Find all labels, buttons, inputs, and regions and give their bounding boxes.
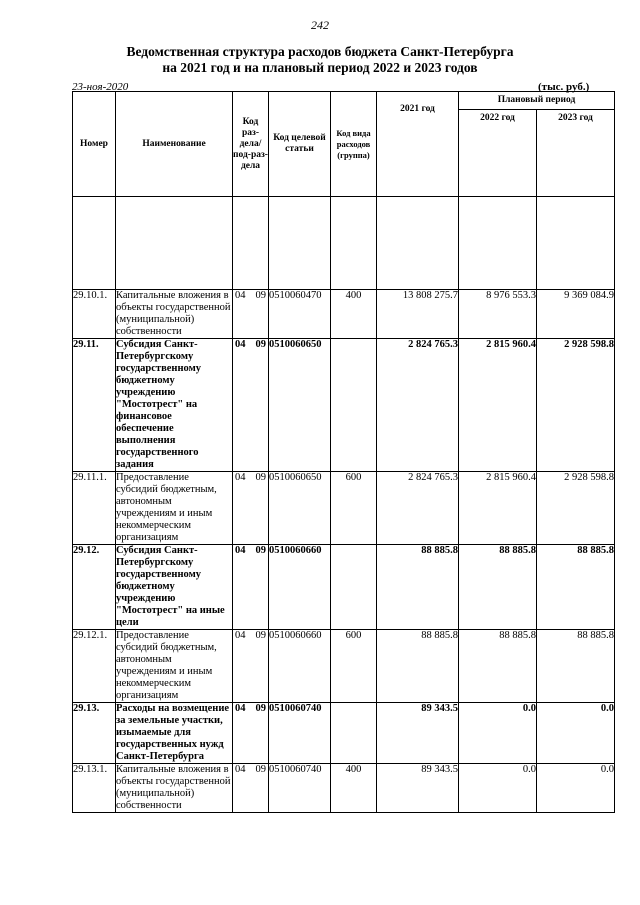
row-section: 04 (235, 339, 246, 350)
table-row (73, 764, 615, 813)
page-number: 242 (311, 18, 329, 32)
row-number: 29.12.1. (73, 630, 116, 703)
table-row (73, 472, 615, 545)
header-year-2022: 2022 год (459, 110, 537, 197)
row-kind-code: 400 (331, 290, 377, 339)
title-line-2: на 2021 год и на плановый период 2022 и 2023 годов (162, 60, 478, 75)
header-kind-code: Код вида расходов (группа) (331, 92, 377, 197)
header-plan-period: Плановый период (459, 92, 615, 110)
row-target-code: 0510060660 (269, 545, 331, 630)
row-name: Субсидия Санкт-Петербургскому государственному бюджетному учреждению "Мостотрест" на иные цели (116, 545, 233, 630)
row-amount-2023: 9 369 084.9 (537, 290, 615, 339)
row-amount-2021: 88 885.8 (377, 630, 459, 703)
document-title (0, 44, 640, 76)
row-name: Предоставление субсидий бюджетным, автономным учреждениям и иным некоммерческим организациям (116, 472, 233, 545)
row-section-code (233, 630, 269, 703)
row-number: 29.13. (73, 703, 116, 764)
row-amount-2022: 8 976 553.3 (459, 290, 537, 339)
row-section-code (233, 290, 269, 339)
row-amount-2023: 2 928 598.8 (537, 339, 615, 472)
row-target-code: 0510060740 (269, 764, 331, 813)
header-year-2023: 2023 год (537, 110, 615, 197)
row-section-code (233, 545, 269, 630)
row-amount-2021: 13 808 275.7 (377, 290, 459, 339)
row-number: 29.11.1. (73, 472, 116, 545)
row-subsection: 09 (255, 545, 266, 556)
row-kind-code (331, 545, 377, 630)
row-amount-2022: 0.0 (459, 764, 537, 813)
row-subsection: 09 (255, 339, 266, 350)
row-amount-2023: 0.0 (537, 764, 615, 813)
row-amount-2021: 88 885.8 (377, 545, 459, 630)
header-name: Наименование (116, 92, 233, 197)
header-spacer-row (73, 197, 615, 290)
table-row (73, 545, 615, 630)
row-section: 04 (235, 703, 246, 714)
row-kind-code (331, 339, 377, 472)
table-row (73, 339, 615, 472)
row-amount-2021: 89 343.5 (377, 764, 459, 813)
row-amount-2022: 88 885.8 (459, 630, 537, 703)
row-amount-2022: 88 885.8 (459, 545, 537, 630)
row-kind-code (331, 703, 377, 764)
header-year-2021: 2021 год (377, 92, 459, 197)
row-name: Капитальные вложения в объекты государственной (муниципальной) собственности (116, 764, 231, 811)
row-amount-2022: 2 815 960.4 (459, 472, 537, 545)
row-subsection: 09 (255, 764, 266, 775)
table-row (73, 630, 615, 703)
row-kind-code: 400 (331, 764, 377, 813)
row-target-code: 0510060470 (269, 290, 331, 339)
row-subsection: 09 (255, 472, 266, 483)
row-name: Капитальные вложения в объекты государственной (муниципальной) собственности (116, 290, 231, 337)
row-target-code: 0510060740 (269, 703, 331, 764)
row-name: Предоставление субсидий бюджетным, автономным учреждениям и иным некоммерческим организациям (116, 630, 233, 703)
row-section: 04 (235, 472, 246, 483)
row-amount-2021: 89 343.5 (377, 703, 459, 764)
row-amount-2022: 0.0 (459, 703, 537, 764)
row-amount-2023: 88 885.8 (537, 545, 615, 630)
row-subsection: 09 (255, 703, 266, 714)
row-section-code (233, 703, 269, 764)
table-row (73, 703, 615, 764)
row-subsection: 09 (255, 630, 266, 641)
title-line-1: Ведомственная структура расходов бюджета Санкт-Петербурга (126, 44, 514, 59)
document-date: 23-ноя-2020 (72, 81, 129, 93)
row-section: 04 (235, 545, 246, 556)
row-amount-2023: 0.0 (537, 703, 615, 764)
row-amount-2021: 2 824 765.3 (377, 472, 459, 545)
row-section-code (233, 472, 269, 545)
header-target-code: Код целевой статьи (269, 92, 331, 197)
header-section-code: Код раз-дела/ под-раз-дела (233, 92, 269, 197)
header-number: Номер (73, 92, 116, 197)
row-name: Расходы на возмещение за земельные участки, изымаемые для государственных нужд Санкт-Петербурга (116, 703, 233, 764)
row-number: 29.10.1. (73, 290, 116, 339)
row-amount-2021: 2 824 765.3 (377, 339, 459, 472)
row-target-code: 0510060660 (269, 630, 331, 703)
row-number: 29.13.1. (73, 764, 116, 813)
row-amount-2023: 88 885.8 (537, 630, 615, 703)
row-section: 04 (235, 630, 246, 641)
row-amount-2023: 2 928 598.8 (537, 472, 615, 545)
row-section-code (233, 764, 269, 813)
row-target-code: 0510060650 (269, 472, 331, 545)
units-label: (тыс. руб.) (538, 81, 590, 93)
row-section: 04 (235, 290, 246, 301)
row-kind-code: 600 (331, 472, 377, 545)
row-section-code (233, 339, 269, 472)
row-name: Субсидия Санкт-Петербургскому государственному бюджетному учреждению "Мостотрест" на финансовое обеспечение выполнения государственного задания (116, 339, 233, 472)
row-number: 29.12. (73, 545, 116, 630)
budget-table (72, 91, 615, 813)
row-target-code: 0510060650 (269, 339, 331, 472)
row-number: 29.11. (73, 339, 116, 472)
row-kind-code: 600 (331, 630, 377, 703)
row-amount-2022: 2 815 960.4 (459, 339, 537, 472)
table-row (73, 290, 615, 339)
row-subsection: 09 (255, 290, 266, 301)
row-section: 04 (235, 764, 246, 775)
